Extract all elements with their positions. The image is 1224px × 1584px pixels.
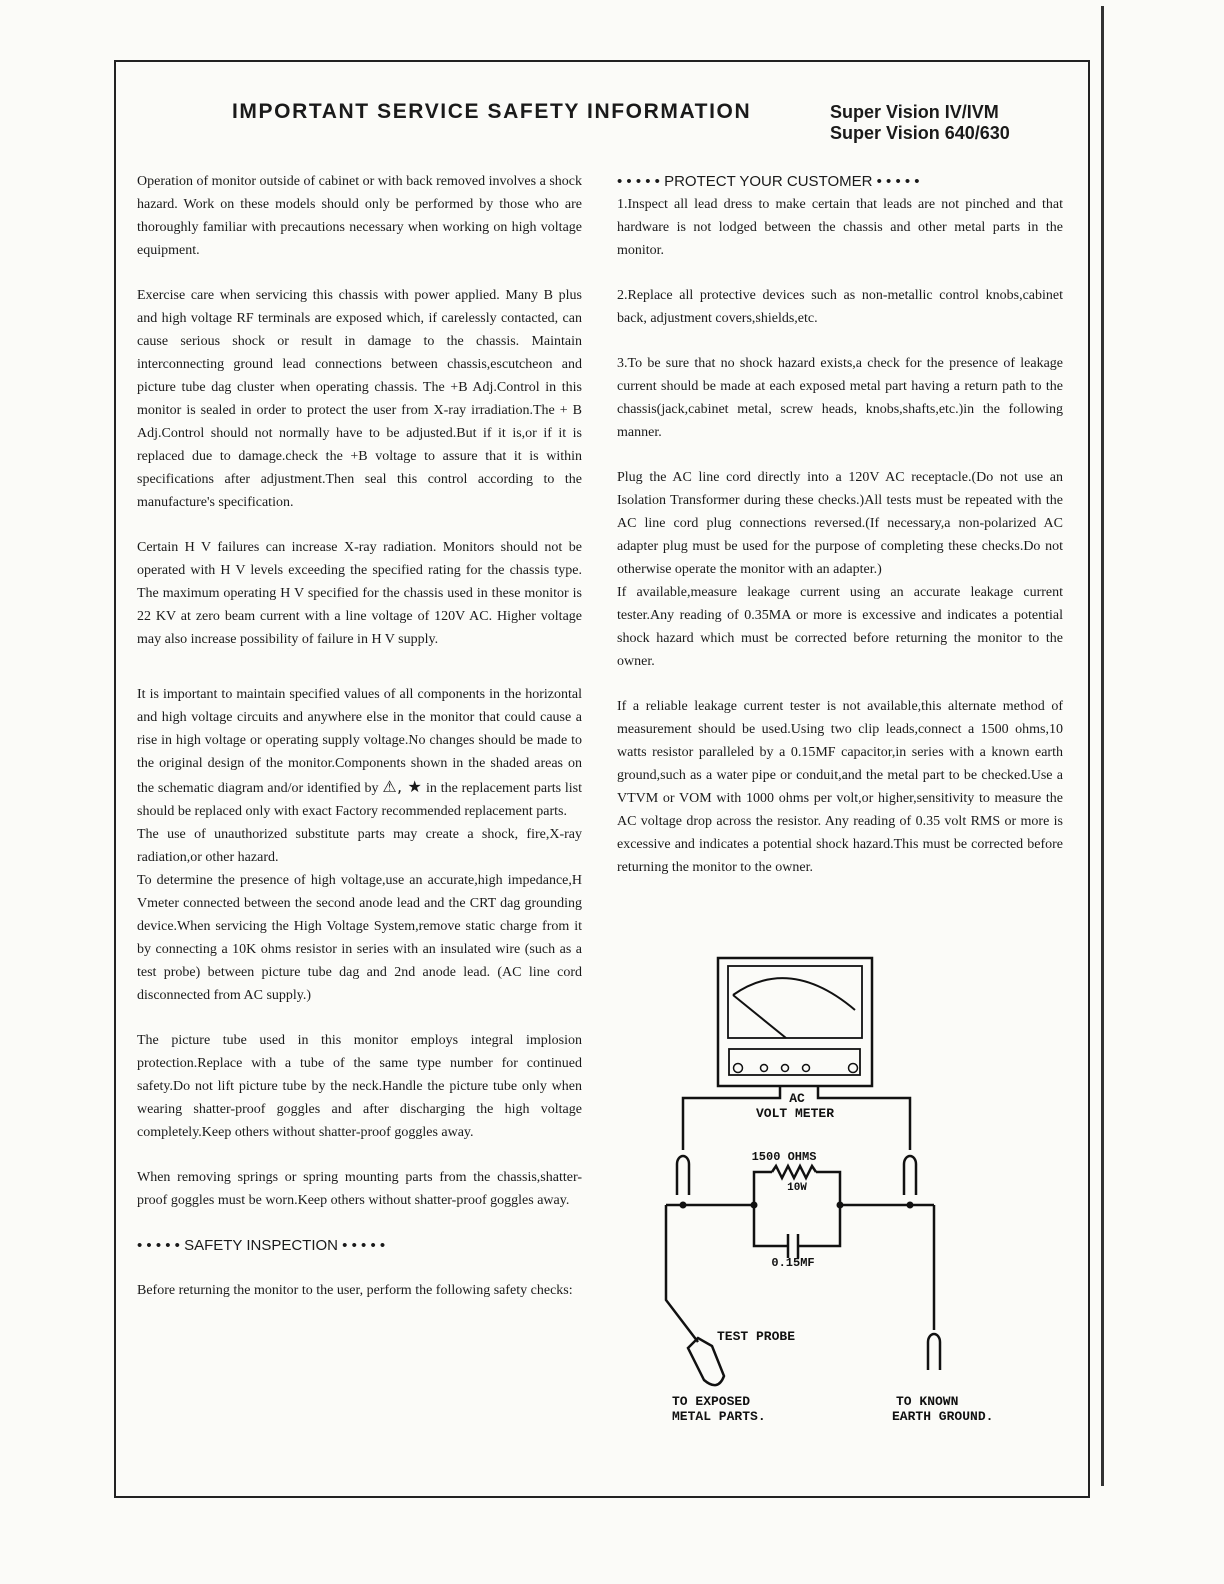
test-probe-label: TEST PROBE (717, 1329, 796, 1344)
resistor-label: 1500 OHMS (751, 1150, 817, 1164)
paragraph-check-3: 3.To be sure that no shock hazard exists,a check for the presence of leakage current should be made at each exposed metal part having a return path to the chassis(jack,cabinet metal, screw heads, knobs,shafts,etc.)in the following manner. (617, 356, 1063, 440)
model-list (830, 102, 1010, 144)
paragraph-exercise-care: Exercise care when servicing this chassis with power applied. Many B plus and high voltage RF terminals are exposed which, if carelessly contacted, can cause serious shock or result in damage to the chassis. Maintain interconnecting ground lead connections between chassis,escutcheon and picture tube dag cluster when operating chassis. The +B Adj.Control in this monitor is sealed in order to protect the user from X-ray irradiation.The + B Adj.Control should not normally have to be adjusted.But if it is,or if it is replaced due to damage.check the +B voltage to assure that it is within specifications after adjustment.Then seal this control according to the manufacture's specification. (137, 288, 582, 510)
junction-dot (907, 1202, 914, 1209)
junction-dot (680, 1202, 687, 1209)
right-clip (904, 1156, 916, 1195)
exposed-metal-label: TO EXPOSED (672, 1394, 751, 1409)
paragraph-component-values (137, 683, 582, 823)
capacitor-branch-left (754, 1205, 788, 1246)
paragraph-alternate-method: If a reliable leakage current tester is not available,this alternate method of measurement should be used.Using two clip leads,connect a 1500 ohms,10 watts resistor paralleled by a 0.15MF capacitor,in series with a known earth ground,such as a water pipe or conduit,and the metal part to be checked.Use a VTVM or VOM with 1000 ohms per volt,or higher,sensitivity to measure the AC voltage drop across the resistor. Any reading of 0.35 volt RMS or more is excessive and indicates a potential shock hazard.This must be corrected before returning the monitor to the owner. (617, 699, 1063, 875)
volt-meter-scale-arc (733, 978, 855, 1010)
paragraph-hv-presence: To determine the presence of high voltage,use an accurate,high impedance,H Vmeter connected between the second anode lead and the CRT dag grounding device.When servicing the High Voltage System,remove static charge from it by connecting a 10K ohms resistor in series with an insulated wire (such as a test probe) between picture tube dag and 2nd anode lead. (AC line cord disconnected from AC supply.) (137, 873, 582, 1003)
paragraph-springs: When removing springs or spring mounting parts from the chassis,shatter-proof goggles must be worn.Keep others without shatter-proof goggles away. (137, 1170, 582, 1208)
volt-meter-knob-panel (729, 1049, 860, 1075)
resistor-branch-left (754, 1172, 772, 1205)
paragraph-leakage-tester: If available,measure leakage current using an accurate leakage current tester.Any reading of 0.35MA or more is excessive and indicates a potential shock hazard which must be corrected before returning the monitor to the owner. (617, 585, 1063, 669)
capacitor-label: 0.15MF (771, 1256, 815, 1270)
right-column (617, 170, 1063, 901)
model-name: Super Vision 640/630 (830, 123, 1010, 143)
paragraph-shock-hazard: Operation of monitor outside of cabinet or with back removed involves a shock hazard. Work on these models should only be performed by those who are thoroughly familiar with precautions necessary when working on high voltage equipment. (137, 174, 582, 258)
earth-ground-label-line2: EARTH GROUND. (892, 1409, 994, 1424)
paragraph-check-1: 1.Inspect all lead dress to make certain that leads are not pinched and that hardware is not lodged between the chassis and other metal parts in the monitor. (617, 197, 1063, 258)
volt-meter-knob (761, 1065, 768, 1072)
test-probe (688, 1338, 724, 1385)
junction-dot (751, 1202, 758, 1209)
left-column (137, 170, 582, 1324)
protect-customer-heading: • • • • • PROTECT YOUR CUSTOMER • • • • • (617, 173, 920, 190)
ground-clip (928, 1334, 940, 1370)
exposed-metal-label-line2: METAL PARTS. (672, 1409, 766, 1424)
paragraph-before-returning: Before returning the monitor to the user, perform the following safety checks: (137, 1283, 573, 1298)
component-values-text-end: in the replacement parts list should be replaced only with exact Factory recommended replacement parts. (137, 781, 583, 819)
volt-meter-label: VOLT METER (755, 1106, 835, 1121)
volt-meter-knob (734, 1064, 743, 1073)
paragraph-check-2: 2.Replace all protective devices such as non-metallic control knobs,cabinet back, adjustment covers,shields,etc. (617, 288, 1063, 326)
volt-meter-knob (803, 1065, 810, 1072)
component-values-text: It is important to maintain specified values of all components in the horizontal and high voltage circuits and anywhere else in the monitor that could cause a rise in high voltage or operating supply voltage.No changes should be made to the original design of the monitor.Components shown in the shaded areas on the schematic diagram and/or identified by (137, 687, 582, 796)
resistor-branch-right (816, 1172, 840, 1205)
paragraph-ac-line: Plug the AC line cord directly into a 120V AC receptacle.(Do not use an Isolation Transformer during these checks.)All tests must be repeated with the AC line cord plug connections reversed.(If necessary,a non-polarized AC adapter plug must be used for the purpose of completing these checks.Do not otherwise operate the monitor with an adapter.) (617, 470, 1063, 577)
paragraph-picture-tube: The picture tube used in this monitor employs integral implosion protection.Replace with a tube of the same type number for continued safety.Do not lift picture tube by the neck.Handle the picture tube only when wearing shatter-proof goggles and after discharging the high voltage completely.Keep others without shatter-proof goggles away. (137, 1033, 582, 1140)
earth-ground-label: TO KNOWN (896, 1394, 959, 1409)
probe-wire (666, 1205, 698, 1342)
page-edge-line (1101, 6, 1104, 1486)
resistor-zigzag (772, 1166, 816, 1178)
ac-label: AC (789, 1091, 805, 1106)
volt-meter-needle (733, 995, 786, 1038)
model-name: Super Vision IV/IVM (830, 102, 999, 122)
safety-inspection-heading: • • • • • SAFETY INSPECTION • • • • • (137, 1237, 386, 1254)
leakage-test-circuit-diagram (640, 950, 1060, 1440)
volt-meter-dial (728, 966, 862, 1038)
volt-meter-knob (782, 1065, 789, 1072)
paragraph-unauthorized-parts: The use of unauthorized substitute parts may create a shock, fire,X-ray radiation,or other hazard. (137, 827, 582, 865)
volt-meter-knob (849, 1064, 858, 1073)
left-clip (677, 1156, 689, 1195)
warning-star-symbols: ⚠, ★ (382, 777, 423, 796)
page-title: IMPORTANT SERVICE SAFETY INFORMATION (232, 100, 752, 123)
paragraph-hv-failures: Certain H V failures can increase X-ray radiation. Monitors should not be operated with H V levels exceeding the specified rating for the chassis type. The maximum operating H V specified for the chassis used in these monitor is 22 KV at zero beam current with a line voltage of 120V AC. Higher voltage may also increase possibility of failure in H V supply. (137, 540, 582, 647)
capacitor-branch-right (798, 1205, 840, 1246)
wattage-label: 10W (787, 1182, 807, 1194)
junction-dot (837, 1202, 844, 1209)
